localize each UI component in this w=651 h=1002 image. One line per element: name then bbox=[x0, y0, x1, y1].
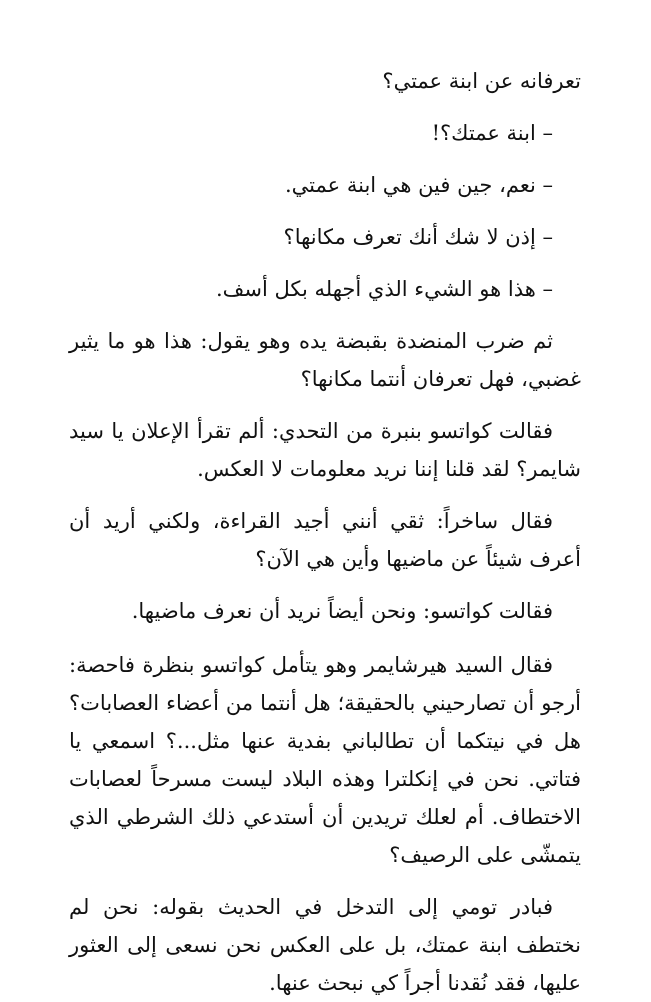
dialogue-line-4: – هذا هو الشيء الذي أجهله بكل أسف. bbox=[215, 277, 553, 301]
paragraph-question-continuation: تعرفانه عن ابنة عمتي؟ bbox=[382, 69, 581, 93]
paragraph-we-too: فقالت كواتسو: ونحن أيضاً نريد أن نعرف ماضيها. bbox=[131, 599, 553, 623]
dialogue-line-2: – نعم، جين فين هي ابنة عمتي. bbox=[285, 173, 553, 197]
dialogue-line-1: – ابنة عمتك؟! bbox=[431, 121, 553, 145]
paragraph-hersheimmer-suspicion: فقال السيد هيرشايمر وهو يتأمل كواتسو بنظرة فاحصة: أرجو أن تصارحيني بالحقيقة؛ هل أنتما من أعضاء العصابات؟ هل في نيتكما أن تطالباني بفدية عنها مثل...؟ اسمعي يا فتاتي. نحن في إنكلترا وهذه البلاد ليست مسرحاً لعصابات الاختطاف. أم لعلك تريدين أن أستدعي ذلك الشرطي الذي يتمشّى على الرصيف؟ bbox=[69, 653, 582, 867]
paragraph-advert-challenge: فقالت كواتسو بنبرة من التحدي: ألم تقرأ الإعلان يا سيد شايمر؟ لقد قلنا إننا نريد معلومات لا العكس. bbox=[69, 419, 581, 481]
paragraph-sarcastic-reply: فقال ساخراً: ثقي أنني أجيد القراءة، ولكني أريد أن أعرف شيئاً عن ماضيها وأين هي الآن؟ bbox=[69, 509, 581, 571]
book-page bbox=[69, 62, 581, 1002]
dialogue-line-3: – إذن لا شك أنك تعرف مكانها؟ bbox=[283, 225, 553, 249]
paragraph-table-strike: ثم ضرب المنضدة بقبضة يده وهو يقول: هذا هو ما يثير غضبي، فهل تعرفان أنتما مكانها؟ bbox=[69, 329, 581, 391]
paragraph-tommy-intervenes: فبادر تومي إلى التدخل في الحديث بقوله: نحن لم نختطف ابنة عمتك، بل على العكس نحن نسعى إلى العثور عليها، فقد نُقدنا أجراً كي نبحث عنها. bbox=[69, 895, 581, 995]
